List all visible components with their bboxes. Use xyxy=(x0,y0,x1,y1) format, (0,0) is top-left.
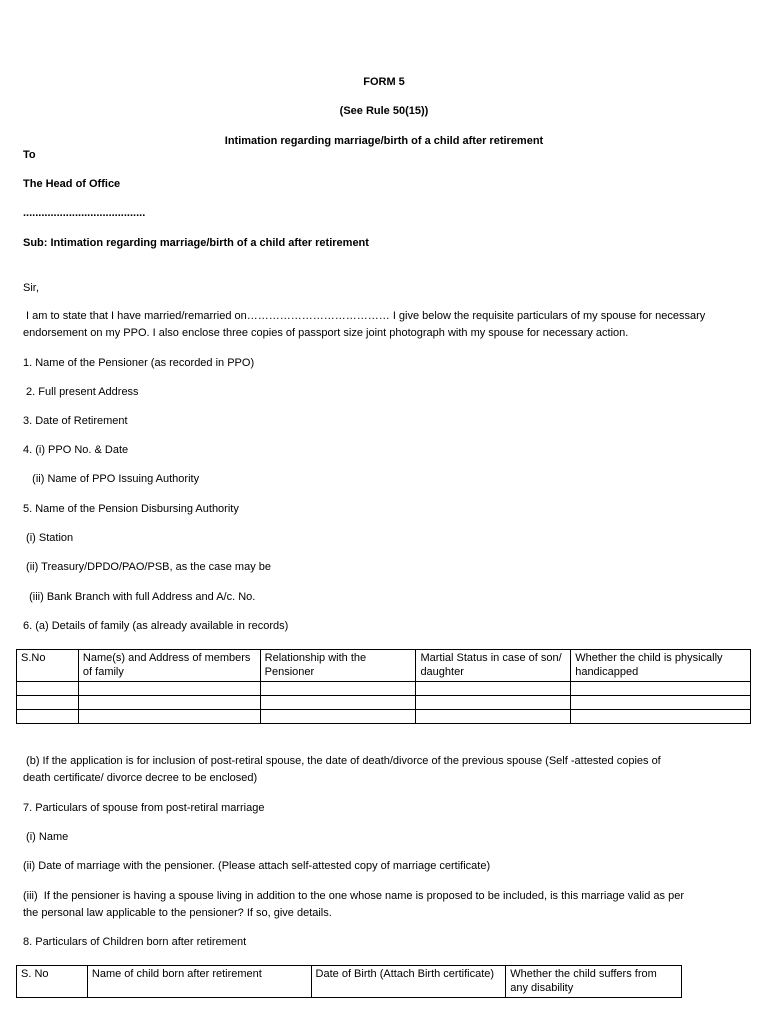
table-cell[interactable] xyxy=(17,710,79,724)
table-cell[interactable] xyxy=(78,696,260,710)
salutation: Sir, xyxy=(23,282,39,294)
para-b-line1: (b) If the application is for inclusion of post-retiral spouse, the date of death/divorce of the previous spouse (Self -attested copies of xyxy=(23,755,661,767)
form-heading: Intimation regarding marriage/birth of a child after retirement xyxy=(224,135,544,147)
item-ppo-no: 4. (i) PPO No. & Date xyxy=(23,444,129,456)
item-date-of-retirement: 3. Date of Retirement xyxy=(23,415,128,427)
item-ppo-authority: (ii) Name of PPO Issuing Authority xyxy=(23,473,200,485)
to-label: To xyxy=(23,149,36,161)
table-cell[interactable] xyxy=(78,682,260,696)
table-header-cell: Name of child born after retirement xyxy=(87,966,311,998)
table-row xyxy=(17,710,751,724)
table-header-cell: Relationship with the Pensioner xyxy=(260,650,416,682)
subject-line: Sub: Intimation regarding marriage/birth of a child after retirement xyxy=(23,237,369,249)
children-table xyxy=(16,965,682,998)
table-cell[interactable] xyxy=(260,710,416,724)
addressee-dotted-line: ........................................ xyxy=(23,207,146,219)
table-cell[interactable] xyxy=(571,710,751,724)
item-disbursing-authority: 5. Name of the Pension Disbursing Authority xyxy=(23,503,239,515)
item-present-address: 2. Full present Address xyxy=(23,386,139,398)
family-details-table xyxy=(16,649,751,724)
item-pensioner-name: 1. Name of the Pensioner (as recorded in PPO) xyxy=(23,357,255,369)
item-marriage-validity-line2: the personal law applicable to the pensioner? If so, give details. xyxy=(23,907,332,919)
table-header-row xyxy=(17,650,751,682)
item-spouse-name: (i) Name xyxy=(23,831,69,843)
table-cell[interactable] xyxy=(571,696,751,710)
table-cell[interactable] xyxy=(17,682,79,696)
addressee: The Head of Office xyxy=(23,178,121,190)
table-cell[interactable] xyxy=(260,696,416,710)
table-header-cell: Martial Status in case of son/ daughter xyxy=(416,650,571,682)
form-title: FORM 5 xyxy=(363,76,405,88)
table-cell[interactable] xyxy=(78,710,260,724)
para-b-line2: death certificate/ divorce decree to be enclosed) xyxy=(23,772,258,784)
intro-text-line1: I am to state that I have married/remarried on………………………………… I give below the requisite particulars of my spouse for necessary xyxy=(23,310,706,322)
table-header-cell: S.No xyxy=(17,650,79,682)
table-row xyxy=(17,682,751,696)
table-header-cell: S. No xyxy=(17,966,88,998)
table-header-cell: Name(s) and Address of members of family xyxy=(78,650,260,682)
table-cell[interactable] xyxy=(571,682,751,696)
table-row xyxy=(17,696,751,710)
item-marriage-validity-line1: (iii) If the pensioner is having a spouse living in addition to the one whose name is proposed to be included, is this marriage valid as per xyxy=(23,890,684,902)
table-header-cell: Whether the child is physically handicapped xyxy=(571,650,751,682)
table-cell[interactable] xyxy=(416,696,571,710)
table-cell[interactable] xyxy=(416,710,571,724)
rule-reference: (See Rule 50(15)) xyxy=(339,105,429,117)
item-spouse-particulars: 7. Particulars of spouse from post-retiral marriage xyxy=(23,802,265,814)
item-children-particulars: 8. Particulars of Children born after retirement xyxy=(23,936,247,948)
table-header-cell: Whether the child suffers from any disability xyxy=(506,966,682,998)
item-marriage-date: (ii) Date of marriage with the pensioner. (Please attach self-attested copy of marriage certificate) xyxy=(23,860,491,872)
item-treasury: (ii) Treasury/DPDO/PAO/PSB, as the case may be xyxy=(23,561,271,573)
item-station: (i) Station xyxy=(23,532,74,544)
item-family-details: 6. (a) Details of family (as already available in records) xyxy=(23,620,289,632)
table-header-cell: Date of Birth (Attach Birth certificate) xyxy=(311,966,506,998)
table-cell[interactable] xyxy=(260,682,416,696)
table-cell[interactable] xyxy=(416,682,571,696)
table-cell[interactable] xyxy=(17,696,79,710)
table-header-row xyxy=(17,966,682,998)
intro-text-line2: endorsement on my PPO. I also enclose three copies of passport size joint photograph with my spouse for necessary action. xyxy=(23,327,629,339)
item-bank-branch: (iii) Bank Branch with full Address and A/c. No. xyxy=(23,591,256,603)
